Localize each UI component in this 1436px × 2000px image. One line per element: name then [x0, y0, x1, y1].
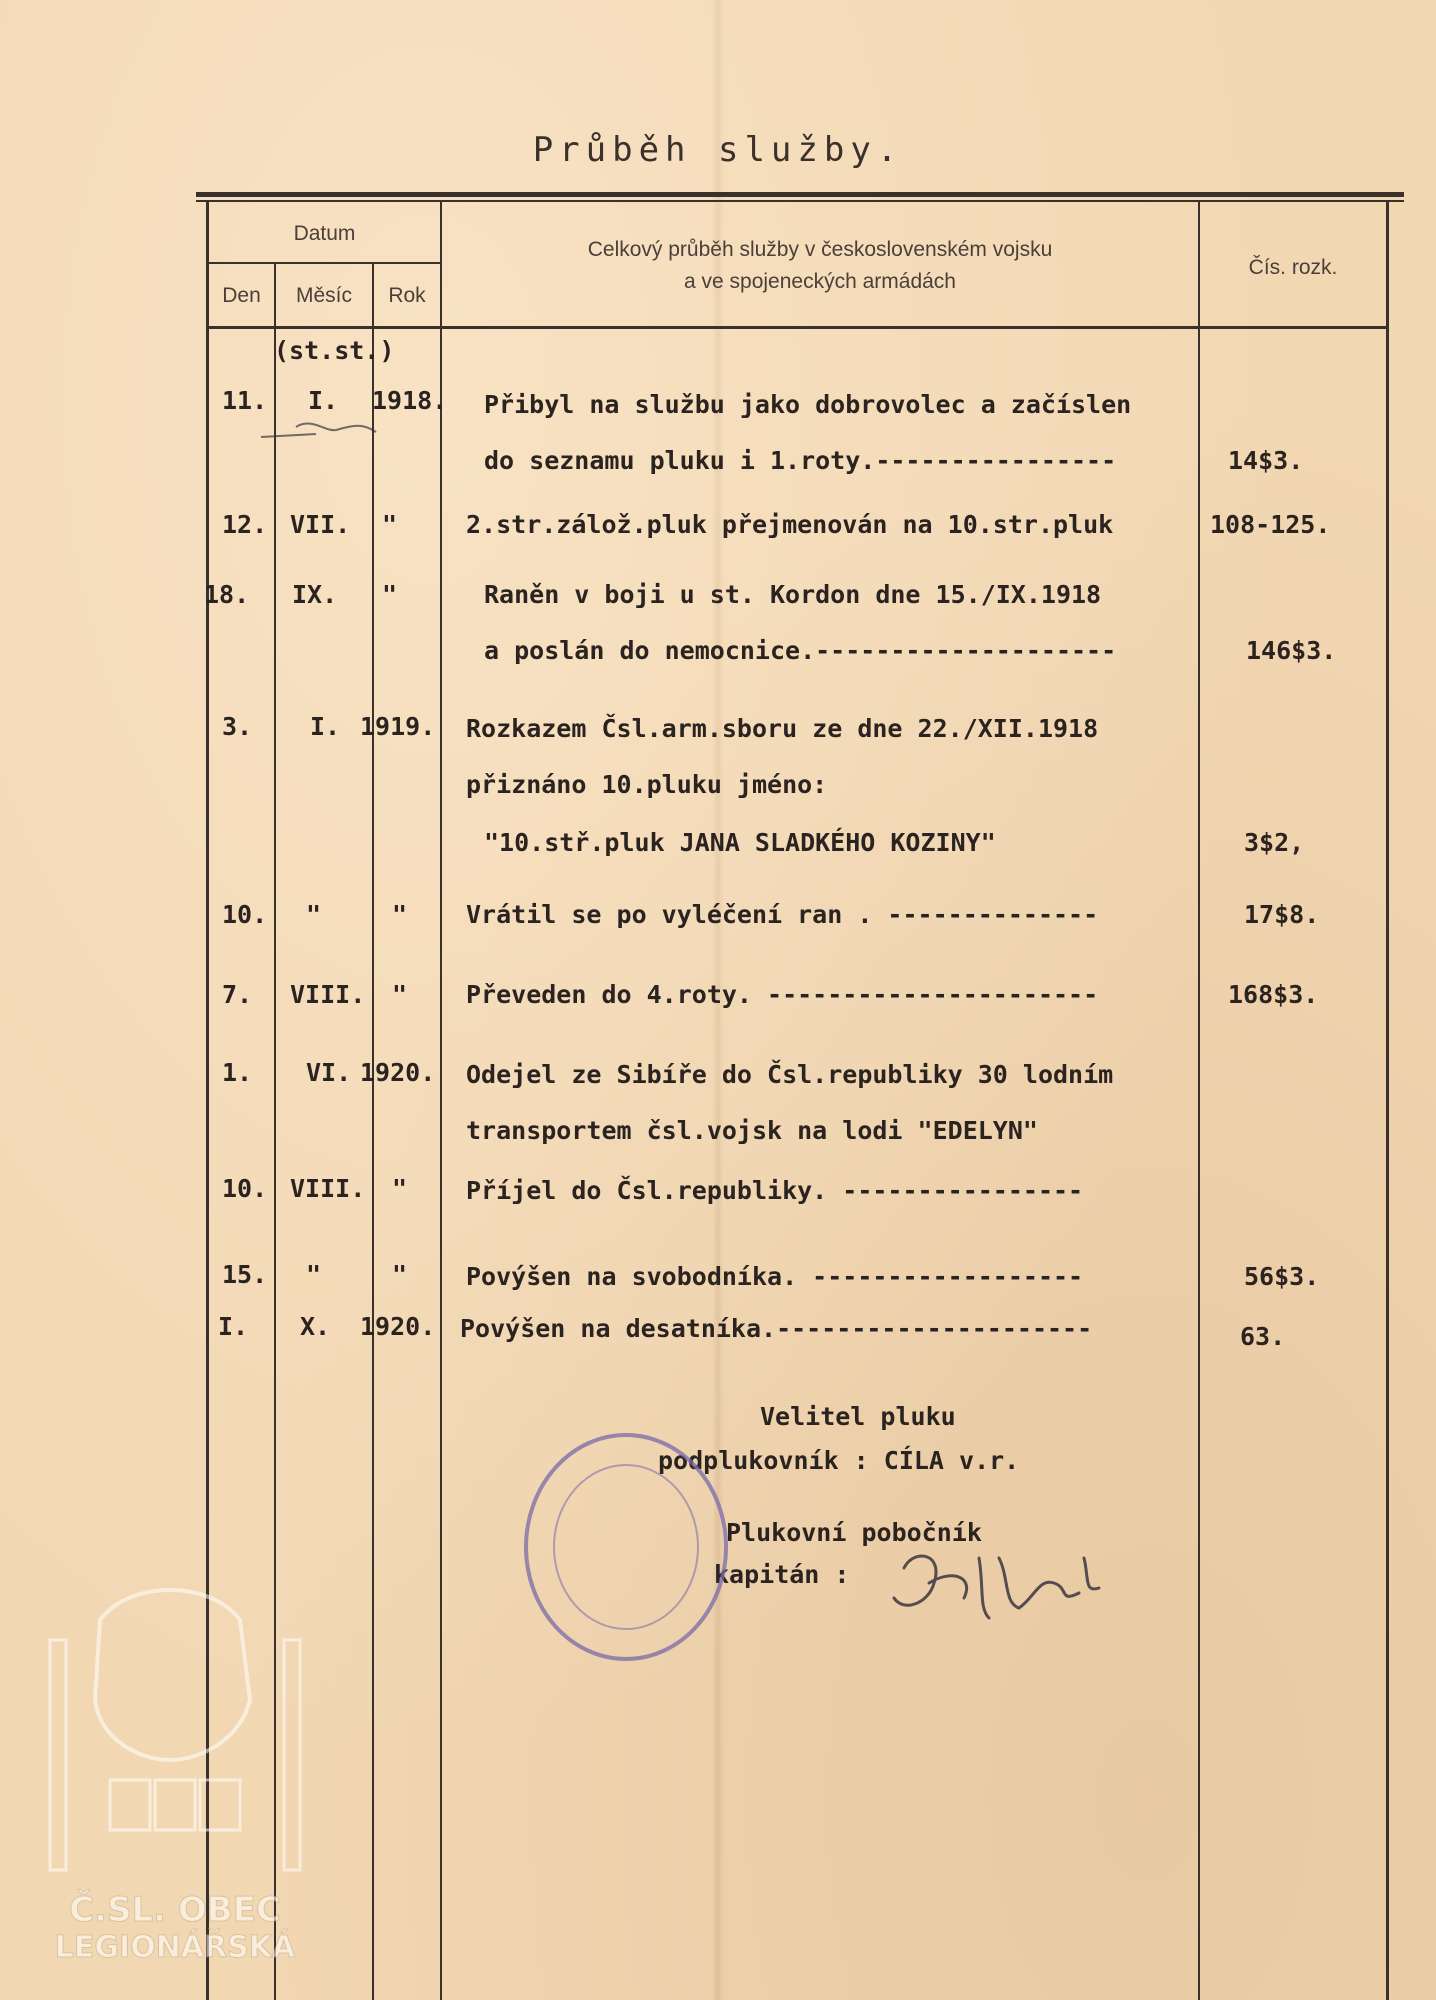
row-cis: 14$3.: [1228, 446, 1304, 475]
row-text: transportem čsl.vojsk na lodi "EDELYN": [466, 1116, 1038, 1145]
row-rok: 1918.: [372, 386, 448, 415]
signature-adjutant-title: Plukovní pobočník: [726, 1518, 982, 1547]
row-den: 10.: [222, 900, 268, 929]
row-den: 15.: [222, 1260, 268, 1289]
col-rule-rok: [440, 202, 442, 2000]
row-mesic: ": [306, 1260, 322, 1289]
header-description-2: a ve spojeneckých armádách: [684, 270, 956, 293]
row-text: Raněn v boji u st. Kordon dne 15./IX.1918: [484, 580, 1102, 609]
row-rok: 1920.: [360, 1312, 436, 1341]
row-cis: 108-125.: [1210, 510, 1331, 539]
row-den: 10.: [222, 1174, 268, 1203]
row-den: 12.: [222, 510, 268, 539]
row-cis: 168$3.: [1228, 980, 1319, 1009]
row-mesic: VIII.: [290, 1174, 366, 1203]
row-text: Rozkazem Čsl.arm.sboru ze dne 22./XII.1918: [466, 714, 1099, 743]
row-mesic: X.: [300, 1312, 331, 1341]
row-rok: ": [382, 510, 398, 539]
signature-adjutant-rank: kapitán :: [714, 1560, 850, 1589]
row-text: Převeden do 4.roty. ----------------------: [466, 980, 1099, 1009]
row-mesic: ": [306, 900, 322, 929]
row-rok: ": [382, 580, 398, 609]
signature-commander-title: Velitel pluku: [760, 1402, 956, 1431]
row-cis: 56$3.: [1244, 1262, 1320, 1291]
row-text: 2.str.zálož.pluk přejmenován na 10.str.pluk: [466, 510, 1114, 539]
row-rok: 1920.: [360, 1058, 436, 1087]
row-cis: 17$8.: [1244, 900, 1320, 929]
row-den: 18.: [204, 580, 250, 609]
table-top-rule: [196, 192, 1404, 197]
row-rok: 1919.: [360, 712, 436, 741]
row-den: 7.: [222, 980, 253, 1009]
row-mesic: VIII.: [290, 980, 366, 1009]
row-text: a poslán do nemocnice.--------------------: [484, 636, 1117, 665]
row-mesic: VII.: [290, 510, 351, 539]
row-cis: 63.: [1240, 1322, 1286, 1351]
watermark-logo: [40, 1580, 310, 1965]
row-den: 11.: [222, 386, 268, 415]
row-text: Povýšen na desatníka.---------------------: [460, 1314, 1093, 1343]
row-rok: ": [392, 980, 408, 1009]
header-description-1: Celkový průběh služby v československém vojsku: [587, 238, 1053, 261]
col-rule-mesic: [372, 262, 374, 2000]
row-text: Vrátil se po vyléčení ran . --------------: [466, 900, 1099, 929]
row-den: 1.: [222, 1058, 253, 1087]
row-mesic: I.: [308, 386, 339, 415]
row-text: Přibyl na službu jako dobrovolec a začíslen: [484, 390, 1132, 419]
handwritten-annotation: [256, 412, 396, 452]
header-den: Den: [222, 284, 261, 307]
header-cis-rozk: Čís. rozk.: [1248, 256, 1338, 279]
row-text: Odejel ze Sibíře do Čsl.republiky 30 lodním: [466, 1060, 1114, 1089]
header-bottom-rule: [206, 326, 1388, 329]
row-text: přiznáno 10.pluku jméno:: [466, 770, 828, 799]
header-rok: Rok: [388, 284, 426, 307]
header-mesic: Měsíc: [295, 284, 352, 307]
row-rok: ": [392, 900, 408, 929]
row-text: "10.stř.pluk JANA SLADKÉHO KOZINY": [484, 828, 996, 857]
row-text: Příjel do Čsl.republiky. ----------------: [466, 1176, 1084, 1205]
row-mesic: VI.: [306, 1058, 352, 1087]
row-mesic: IX.: [292, 580, 338, 609]
row-den: I.: [218, 1312, 249, 1341]
regiment-stamp: [516, 1422, 736, 1672]
row-mesic: I.: [310, 712, 341, 741]
signature-commander-name: podplukovník : CÍLA v.r.: [658, 1446, 1020, 1475]
row-cis: 146$3.: [1246, 636, 1337, 665]
watermark-text-1: Č.SL. OBEC: [69, 1890, 281, 1930]
row-text: Povýšen na svobodníka. ------------------: [466, 1262, 1084, 1291]
row-text: do seznamu pluku i 1.roty.----------------: [484, 446, 1117, 475]
note-st-st: (st.st.): [274, 336, 395, 365]
table-top-rule-thin: [196, 200, 1404, 202]
watermark-emblem-icon: [40, 1580, 310, 1880]
col-rule-cis: [1198, 202, 1200, 2000]
handwritten-signature: [884, 1538, 1124, 1628]
datum-underline: [206, 262, 440, 264]
watermark-text-2: LEGIONÁŘSKÁ: [54, 1930, 296, 1965]
page-title: Průběh služby.: [532, 130, 904, 170]
row-cis: 3$2,: [1244, 828, 1305, 857]
row-rok: ": [392, 1174, 408, 1203]
row-den: 3.: [222, 712, 253, 741]
table-right-rule: [1386, 200, 1389, 2000]
header-datum: Datum: [293, 222, 356, 245]
row-rok: ": [392, 1260, 408, 1289]
